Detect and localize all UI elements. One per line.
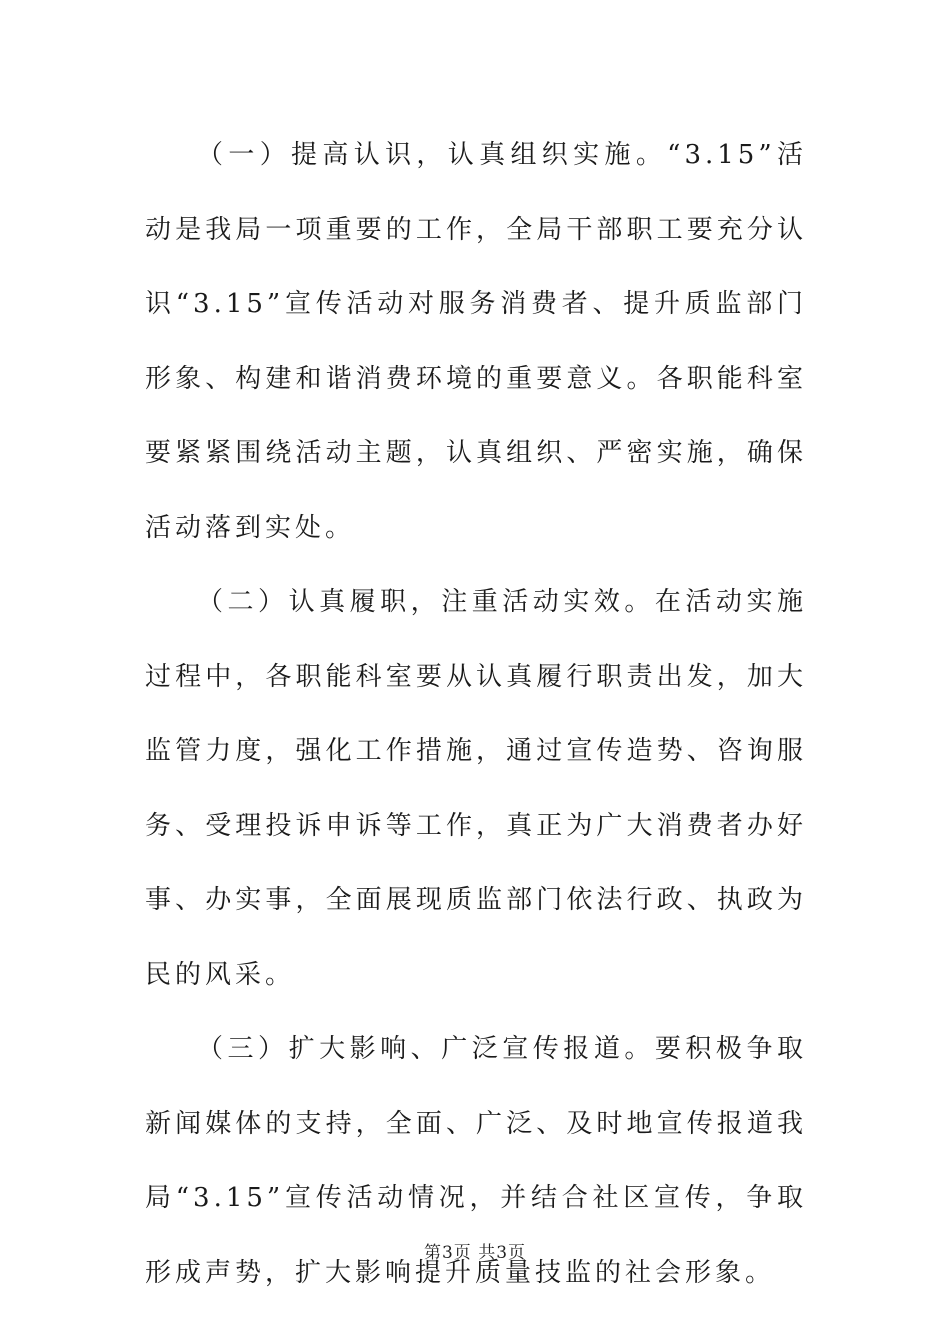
page-number-footer: 第3页 共3页: [423, 1243, 527, 1263]
paragraph-2: （二）认真履职，注重活动实效。在活动实施过程中，各职能科室要从认真履行职责出发，加大监管力度，强化工作措施，通过宣传造势、咨询服务、受理投诉申诉等工作，真正为广大消费者办好事、办实事，全面展现质监部门依法行政、执政为民的风采。: [145, 587, 807, 990]
paragraph-3: （三）扩大影响、广泛宣传报道。要积极争取新闻媒体的支持，全面、广泛、及时地宣传报道我局“3.15”宣传活动情况，并结合社区宣传，争取形成声势，扩大影响提升质量技监的社会形象。: [145, 1034, 807, 1288]
paragraph-1: （一）提高认识，认真组织实施。“3.15”活动是我局一项重要的工作，全局干部职工要充分认识“3.15”宣传活动对服务消费者、提升质监部门形象、构建和谐消费环境的重要意义。各职能科室要紧紧围绕活动主题，认真组织、严密实施，确保活动落到实处。: [145, 140, 807, 543]
document-body: [145, 118, 807, 1310]
